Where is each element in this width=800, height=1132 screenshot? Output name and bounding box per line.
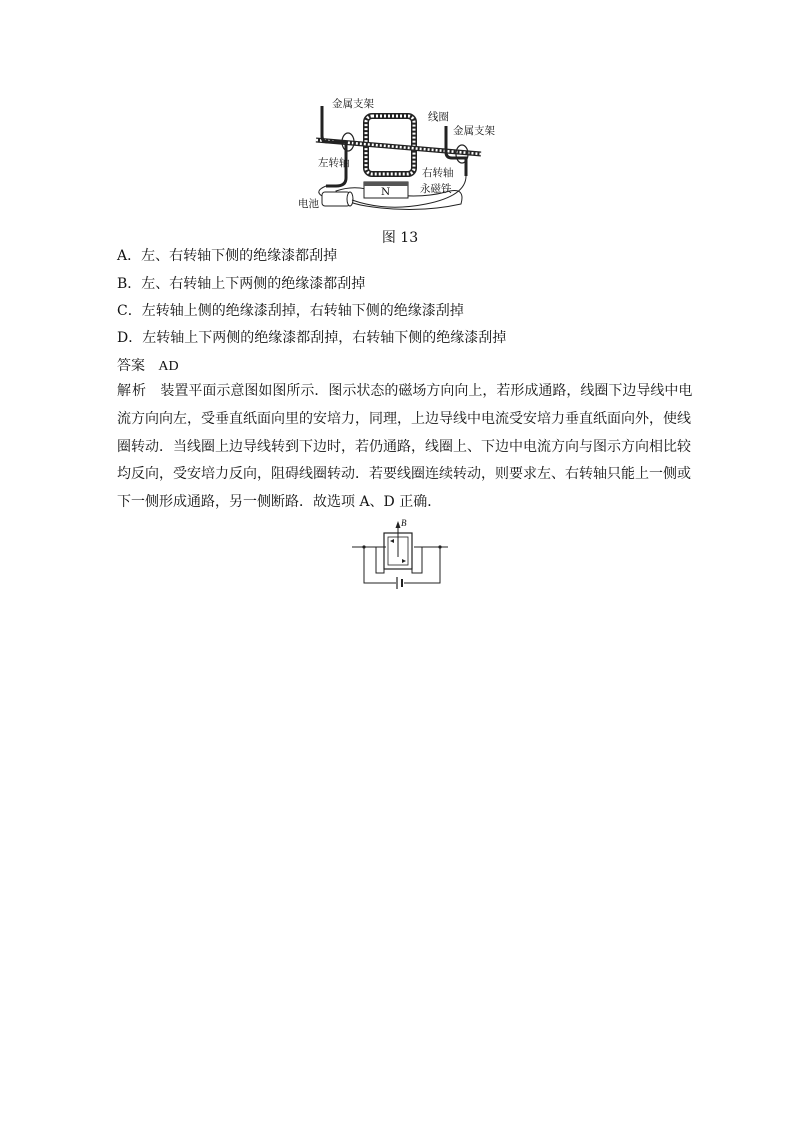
apparatus-figure	[296, 96, 508, 216]
answer-value: AD	[158, 359, 179, 374]
label-coil: 线圈	[428, 111, 449, 123]
schematic-figure	[350, 517, 450, 593]
label-metal-bracket-left: 金属支架	[332, 98, 374, 110]
magnet-pole-label: N	[381, 186, 391, 198]
label-permanent-magnet: 永磁铁	[420, 183, 452, 195]
option-b: B．左、右转轴上下两侧的绝缘漆都刮掉	[117, 276, 366, 292]
apparatus-drawing	[296, 96, 508, 216]
analysis-label: 解析	[117, 383, 147, 399]
answer-line	[117, 356, 179, 377]
label-metal-bracket-right: 金属支架	[453, 125, 495, 137]
option-d: D．左转轴上下两侧的绝缘漆都刮掉，右转轴下侧的绝缘漆刮掉	[117, 330, 507, 346]
analysis-text: 装置平面示意图如图所示．图示状态的磁场方向向上，若形成通路，线圈下边导线中电流方向向左，受垂直纸面向里的安培力，同理，上边导线中电流受安培力垂直纸面向外，使线圈转动．当线圈上边导线转到下边时，若仍通路，线圈上、下边中电流方向与图示方向相比较均反向，受安培力反向，阻碍线圈转动．若要线圈连续转动，则要求左、右转轴只能上一侧或下一侧形成通路，另一侧断路．故选项 A、D 正确．	[117, 383, 693, 511]
label-right-axle: 右转轴	[422, 167, 454, 179]
analysis-paragraph	[117, 378, 702, 517]
battery-shape	[322, 192, 350, 206]
schematic-drawing	[350, 517, 450, 593]
answer-label: 答案	[117, 358, 145, 374]
label-left-axle: 左转轴	[318, 157, 350, 169]
option-a: A．左、右转轴下侧的绝缘漆都刮掉	[117, 248, 338, 264]
option-c: C．左转轴上侧的绝缘漆刮掉，右转轴下侧的绝缘漆刮掉	[117, 303, 464, 319]
label-battery: 电池	[298, 198, 319, 210]
figure-caption: 图 13	[381, 230, 419, 246]
field-label: B	[401, 518, 407, 528]
